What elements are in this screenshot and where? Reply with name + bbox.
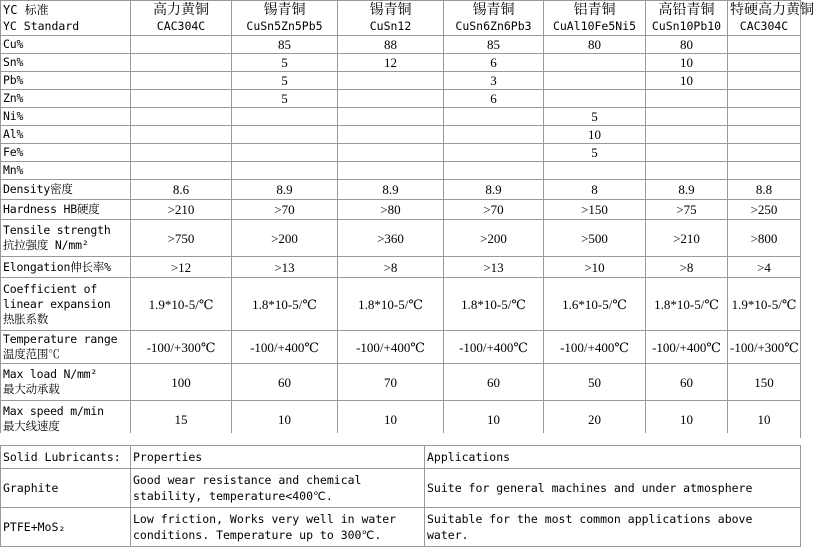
alloy-name-cn: 锡青铜 [472,3,515,18]
property-value: -100/+400℃ [646,331,728,364]
composition-value: 5 [232,90,338,108]
alloy-name-cn: 高铅青铜 [658,3,715,18]
cte-label-line1: Coefficient of [3,281,98,296]
alloy-code: CuSn6Zn6Pb3 [455,19,532,33]
composition-value: 85 [444,36,544,54]
lubricants-header-name: Solid Lubricants: [1,446,131,469]
composition-value [444,108,544,126]
property-rows [1,180,801,438]
tensile-label-en: Tensile strength [3,223,111,237]
max-load-label-en: Max load N/mm² [3,367,98,381]
lubricant-name: Graphite [1,469,131,508]
element-label: Fe% [1,144,131,162]
composition-value [728,126,801,144]
property-value: 1.8*10-5/℃ [338,278,444,331]
property-value: 10 [444,401,544,438]
element-label: Sn% [1,54,131,72]
property-value: 15 [131,401,232,438]
composition-value [338,108,444,126]
property-value: -100/+400℃ [338,331,444,364]
element-label: Al% [1,126,131,144]
property-value: >200 [444,220,544,257]
alloy-name-cn: 特硬高力黄铜 [730,3,814,18]
max-load-label [1,364,131,401]
max-speed-label-cn: 最大线速度 [3,419,60,433]
property-value: >12 [131,257,232,278]
composition-value [444,126,544,144]
property-value: >800 [728,220,801,257]
composition-value: 80 [544,36,646,54]
composition-rows [1,36,801,180]
alloy-code: CuSn5Zn5Pb5 [246,19,323,33]
composition-value: 5 [544,108,646,126]
alloy-header-1 [131,1,232,36]
composition-value [728,54,801,72]
elongation-row [1,257,801,278]
property-value: >210 [646,220,728,257]
composition-row [1,162,801,180]
composition-value: 3 [444,72,544,90]
composition-value: 10 [646,72,728,90]
property-value: >70 [444,200,544,220]
cte-label-cn: 热胀系数 [3,311,49,326]
composition-value [646,90,728,108]
property-value: 1.6*10-5/℃ [544,278,646,331]
composition-value [338,90,444,108]
composition-value: 6 [444,90,544,108]
property-value: 1.9*10-5/℃ [728,278,801,331]
alloy-header-2 [232,1,338,36]
composition-row [1,54,801,72]
composition-value [728,144,801,162]
property-value: -100/+400℃ [444,331,544,364]
composition-value [131,54,232,72]
temperature-row [1,331,801,364]
composition-value [131,72,232,90]
property-value: 8 [544,180,646,200]
composition-value [338,72,444,90]
composition-value [646,126,728,144]
composition-value [544,162,646,180]
section-gap [0,433,800,445]
property-value: >250 [728,200,801,220]
cte-label [1,278,131,331]
composition-row [1,90,801,108]
property-value: -100/+300℃ [728,331,801,364]
composition-value: 5 [232,72,338,90]
lubricant-properties: Good wear resistance and chemical stability, temperature<400℃. [131,469,425,508]
composition-value [728,36,801,54]
composition-value [646,162,728,180]
composition-value [131,108,232,126]
property-value: >4 [728,257,801,278]
composition-row [1,108,801,126]
composition-value [728,90,801,108]
composition-value [444,144,544,162]
composition-value [232,144,338,162]
composition-value [544,54,646,72]
property-value: >75 [646,200,728,220]
max-load-row [1,364,801,401]
alloy-code: CAC304C [156,19,206,33]
property-value: 50 [544,364,646,401]
composition-value: 5 [232,54,338,72]
property-value: 8.9 [444,180,544,200]
alloy-header-6 [646,1,728,36]
composition-value [131,90,232,108]
max-load-label-cn: 最大动承载 [3,382,60,396]
property-value: 8.9 [232,180,338,200]
composition-value: 12 [338,54,444,72]
composition-value [232,108,338,126]
property-value: >750 [131,220,232,257]
property-value: >70 [232,200,338,220]
alloy-header-7 [728,1,814,36]
property-value: 10 [646,401,728,438]
composition-value [131,144,232,162]
elongation-label: Elongation伸长率% [1,257,131,278]
property-value: 8.6 [131,180,232,200]
composition-value: 10 [646,54,728,72]
composition-value: 10 [544,126,646,144]
element-label: Zn% [1,90,131,108]
lubricant-applications: Suitable for the most common applications above water. [425,508,801,547]
composition-value [728,108,801,126]
property-value: >8 [338,257,444,278]
cte-row [1,278,801,331]
composition-value [646,108,728,126]
property-value: 1.9*10-5/℃ [131,278,232,331]
property-value: >360 [338,220,444,257]
lubricant-name: PTFE+MoS₂ [1,508,131,547]
property-value: -100/+400℃ [232,331,338,364]
composition-value [728,162,801,180]
property-value: >10 [544,257,646,278]
composition-value [131,162,232,180]
property-value: 150 [728,364,801,401]
property-value: >210 [131,200,232,220]
composition-value: 80 [646,36,728,54]
alloy-code: CuSn10Pb10 [651,19,722,33]
composition-row [1,36,801,54]
property-value: 60 [646,364,728,401]
alloy-name-cn: 高力黄铜 [153,3,209,18]
property-value: >500 [544,220,646,257]
cte-label-line2: linear expansion [3,296,111,311]
composition-value: 88 [338,36,444,54]
property-value: -100/+400℃ [544,331,646,364]
composition-value [646,144,728,162]
lubricant-applications: Suite for general machines and under atmosphere [425,469,801,508]
property-value: 60 [444,364,544,401]
composition-row [1,126,801,144]
composition-value [338,126,444,144]
property-value: 1.8*10-5/℃ [232,278,338,331]
element-label: Ni% [1,108,131,126]
property-value: 10 [728,401,801,438]
lubricants-header-applications: Applications [425,446,801,469]
header-row [1,1,801,36]
composition-value [544,72,646,90]
alloy-header-5 [544,1,646,36]
lubricant-properties: Low friction, Works very well in water conditions. Temperature up to 300℃. [131,508,425,547]
property-value: >13 [232,257,338,278]
max-speed-row [1,401,801,438]
element-label: Mn% [1,162,131,180]
property-value: >80 [338,200,444,220]
property-value: -100/+300℃ [131,331,232,364]
alloy-code: CAC304C [739,19,789,33]
alloy-name-cn: 锡青铜 [263,3,306,18]
property-value: 8.9 [646,180,728,200]
solid-lubricants-table [0,445,801,547]
composition-row [1,144,801,162]
hardness-label: Hardness HB硬度 [1,200,131,220]
lubricant-row-graphite [1,469,801,508]
standard-label-cn: YC 标准 [3,3,49,17]
property-value: 60 [232,364,338,401]
property-value: 70 [338,364,444,401]
composition-value: 6 [444,54,544,72]
composition-row [1,72,801,90]
composition-value [131,126,232,144]
composition-value [232,162,338,180]
max-speed-label [1,401,131,438]
alloy-name-cn: 锡青铜 [369,3,412,18]
composition-value [131,36,232,54]
element-label: Pb% [1,72,131,90]
composition-value [544,90,646,108]
property-value: 1.8*10-5/℃ [646,278,728,331]
alloy-header-4 [444,1,544,36]
tensile-label [1,220,131,257]
tensile-label-cn: 抗拉强度 N/mm² [3,238,89,252]
property-value: 100 [131,364,232,401]
composition-value [728,72,801,90]
standard-label-cell [1,1,131,36]
lubricants-header-properties: Properties [131,446,425,469]
lubricant-row-ptfe [1,508,801,547]
alloy-code: CuAl10Fe5Ni5 [552,19,637,33]
alloy-header-3 [338,1,444,36]
composition-value [444,162,544,180]
density-row [1,180,801,200]
property-value: 8.9 [338,180,444,200]
property-value: 1.8*10-5/℃ [444,278,544,331]
composition-value [338,162,444,180]
property-value: >200 [232,220,338,257]
property-value: 10 [338,401,444,438]
alloy-name-cn: 铝青铜 [573,3,616,18]
composition-value [232,126,338,144]
property-value: 20 [544,401,646,438]
property-value: 8.8 [728,180,801,200]
temperature-label [1,331,131,364]
element-label: Cu% [1,36,131,54]
composition-value: 5 [544,144,646,162]
temperature-label-en: Temperature range [3,332,118,346]
temperature-label-cn: 温度范围℃ [3,347,60,361]
hardness-row [1,200,801,220]
property-value: 10 [232,401,338,438]
composition-value: 85 [232,36,338,54]
max-speed-label-en: Max speed m/min [3,404,104,418]
density-label: Density密度 [1,180,131,200]
property-value: >13 [444,257,544,278]
alloy-code: CuSn12 [369,19,412,33]
property-value: >8 [646,257,728,278]
tensile-row [1,220,801,257]
composition-value [338,144,444,162]
lubricants-header-row [1,446,801,469]
property-value: >150 [544,200,646,220]
standard-label-en: YC Standard [3,19,80,33]
